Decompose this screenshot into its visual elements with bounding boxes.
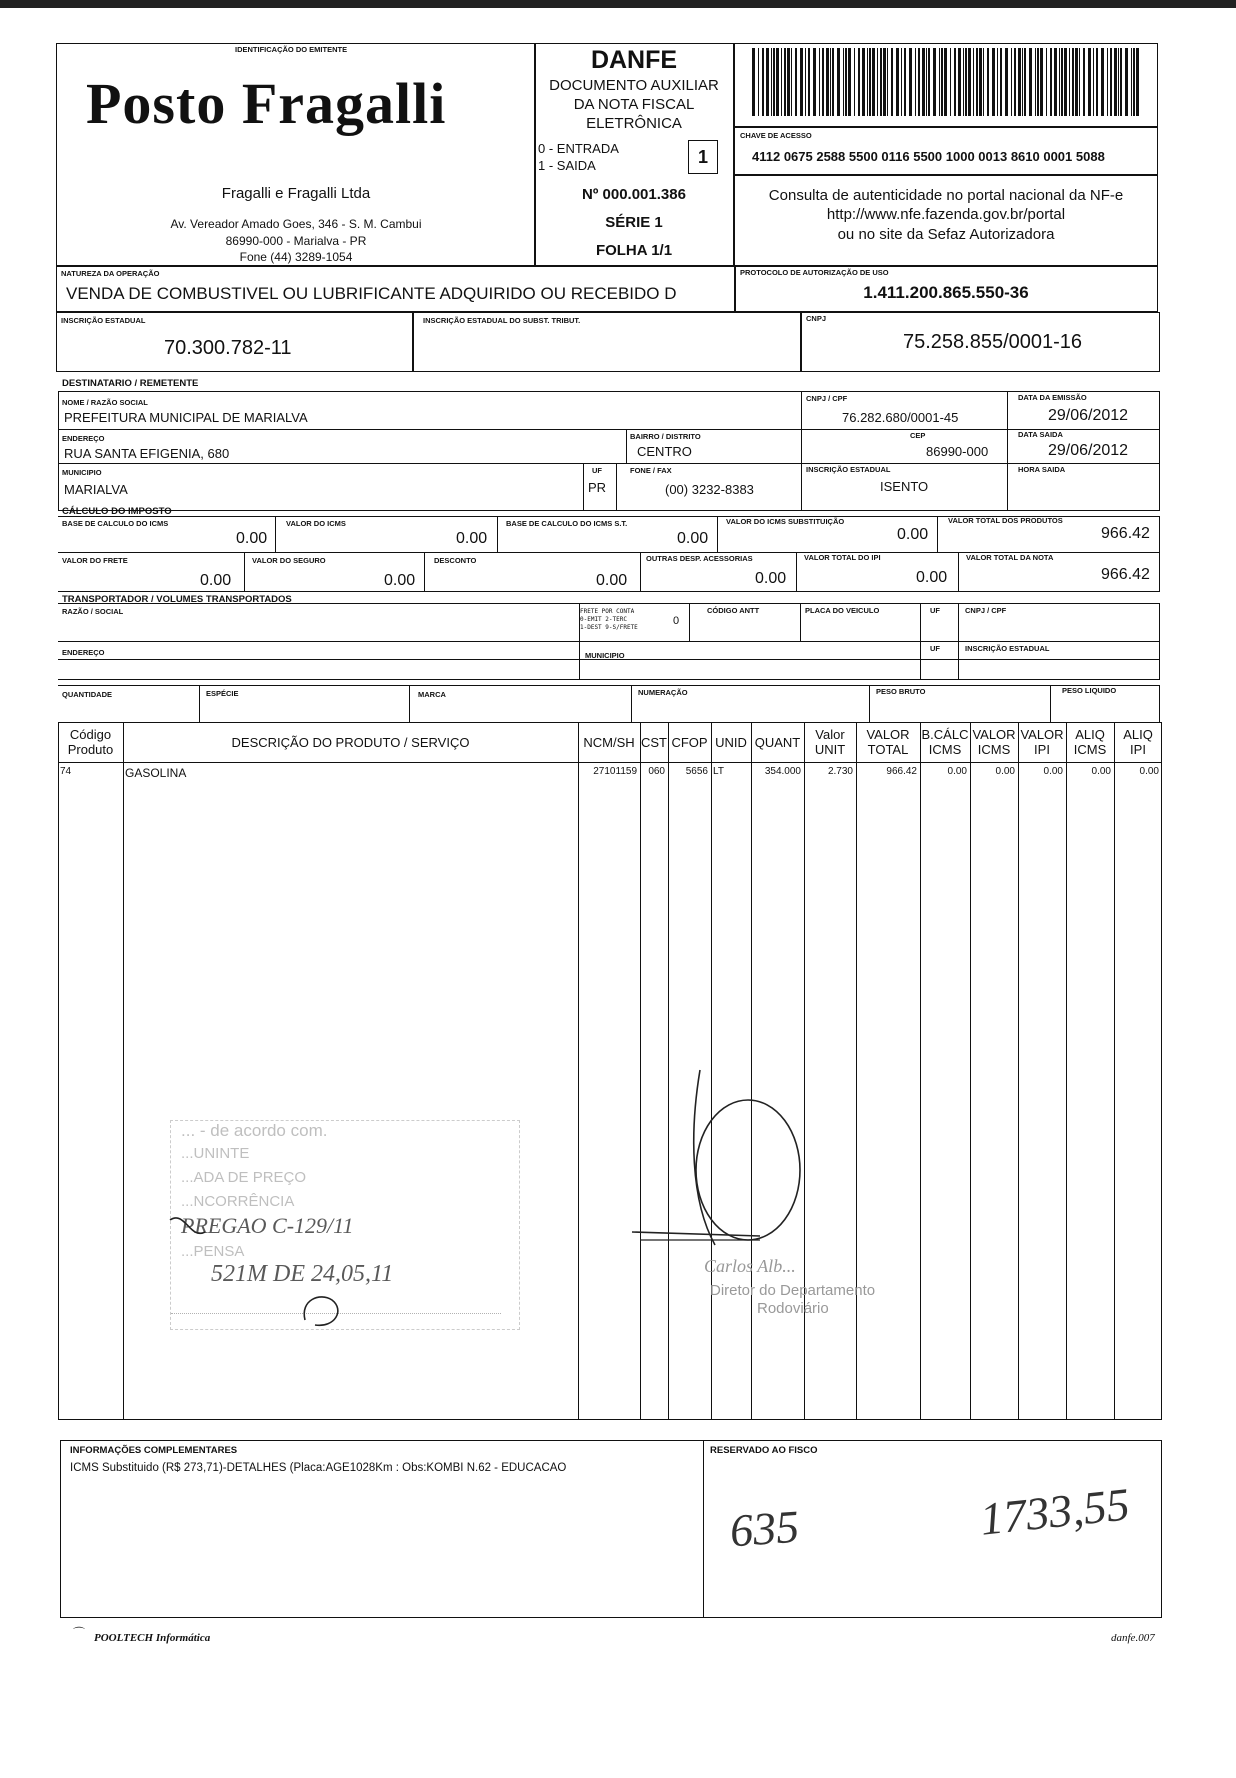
dest-ie-label: INSCRIÇÃO ESTADUAL bbox=[806, 465, 891, 474]
dest-cnpj-label: CNPJ / CPF bbox=[806, 394, 848, 403]
produtos-cell: GASOLINA bbox=[125, 766, 187, 780]
consulta-line3: ou no site da Sefaz Autorizadora bbox=[837, 226, 1055, 243]
dest-fone: (00) 3232-8383 bbox=[665, 482, 754, 497]
tr-municipio-label: MUNICIPIO bbox=[585, 651, 625, 660]
dest-uf: PR bbox=[588, 480, 607, 495]
danfe-numero: Nº 000.001.386 bbox=[582, 186, 686, 203]
tr-frete-line3: 1-DEST 9-S/FRETE bbox=[580, 624, 638, 631]
tr-frete-line2: 0-EMIT 2-TERC bbox=[580, 616, 627, 623]
produtos-header-cell: VALOR ICMS bbox=[972, 727, 1016, 757]
produtos-cell: 74 bbox=[60, 766, 72, 777]
consulta-line2: http://www.nfe.fazenda.gov.br/portal bbox=[826, 206, 1066, 223]
tr-frete-value: 0 bbox=[673, 615, 680, 627]
signature-role1: Diretor do Departamento bbox=[710, 1282, 876, 1299]
dest-hora-label: HORA SAIDA bbox=[1018, 465, 1066, 474]
produtos-header-cell: CFOP bbox=[671, 735, 708, 750]
dest-fone-label: FONE / FAX bbox=[630, 466, 672, 475]
ipi: 0.00 bbox=[916, 569, 948, 586]
stamp-line1: ... - de acordo com. bbox=[181, 1121, 328, 1140]
destinatario-section-label: DESTINATARIO / REMETENTE bbox=[62, 378, 199, 389]
outras: 0.00 bbox=[755, 570, 787, 587]
emitente-phone: Fone (44) 3289-1054 bbox=[239, 250, 353, 264]
frete: 0.00 bbox=[200, 572, 232, 589]
dest-saida: 29/06/2012 bbox=[1048, 442, 1129, 459]
produtos-cell: 0.00 bbox=[947, 766, 967, 777]
produtos-cell: 966.42 bbox=[886, 766, 917, 777]
tr-antt-label: CÓDIGO ANTT bbox=[707, 606, 760, 615]
tr-razao-label: RAZÃO / SOCIAL bbox=[62, 607, 124, 616]
danfe-tipo-box: 1 bbox=[688, 140, 718, 174]
dest-endereco-label: ENDEREÇO bbox=[62, 434, 105, 443]
dest-municipio-label: MUNICIPIO bbox=[62, 468, 102, 477]
tr-endereco-label: ENDEREÇO bbox=[62, 648, 105, 657]
vol-numeracao-label: NUMERAÇÃO bbox=[638, 688, 688, 697]
danfe-subtitle-3: ELETRÔNICA bbox=[586, 115, 682, 132]
dest-nome: PREFEITURA MUNICIPAL DE MARIALVA bbox=[64, 410, 308, 425]
dest-cep: 86990-000 bbox=[926, 444, 989, 459]
danfe-saida: 1 - SAIDA bbox=[538, 158, 596, 173]
produtos-cell: 0.00 bbox=[1091, 766, 1111, 777]
tr-cnpj-label: CNPJ / CPF bbox=[965, 606, 1007, 615]
valor-st-label: VALOR DO ICMS SUBSTITUIÇÃO bbox=[726, 517, 845, 526]
dest-cnpj: 76.282.680/0001-45 bbox=[842, 410, 959, 425]
emitente-section-label: IDENTIFICAÇÃO DO EMITENTE bbox=[235, 45, 348, 54]
produtos-header-cell: CST bbox=[641, 735, 667, 750]
vol-quantidade-label: QUANTIDADE bbox=[62, 690, 112, 699]
produtos-header-cell: Código Produto bbox=[67, 727, 114, 757]
info-divider bbox=[703, 1440, 704, 1618]
desconto: 0.00 bbox=[596, 572, 628, 589]
produtos-header-cell: VALOR IPI bbox=[1020, 727, 1064, 757]
emitente-address: Av. Vereador Amado Goes, 346 - S. M. Cambui bbox=[170, 217, 422, 231]
handwritten-1: 635 bbox=[728, 1500, 801, 1557]
fisco-label: RESERVADO AO FISCO bbox=[710, 1445, 818, 1456]
produtos-cell: 060 bbox=[648, 766, 665, 777]
total-nota: 966.42 bbox=[1101, 566, 1150, 583]
produtos-header-cell: NCM/SH bbox=[583, 735, 635, 750]
footer-icon: ⌒ bbox=[73, 1626, 86, 1640]
seguro-label: VALOR DO SEGURO bbox=[252, 556, 326, 565]
produtos-header-cell: ALIQ IPI bbox=[1123, 727, 1153, 757]
stamp-line5: PREGAO C-129/11 bbox=[181, 1213, 354, 1238]
natureza-value: VENDA DE COMBUSTIVEL OU LUBRIFICANTE ADQUIRIDO OU RECEBIDO D bbox=[66, 284, 677, 303]
tr-uf-label: UF bbox=[930, 606, 940, 615]
total-nota-label: VALOR TOTAL DA NOTA bbox=[966, 553, 1054, 562]
total-prod-label: VALOR TOTAL DOS PRODUTOS bbox=[948, 516, 1063, 525]
produtos-cell: 0.00 bbox=[1139, 766, 1159, 777]
signature-name: Carlos Alb... bbox=[704, 1256, 796, 1276]
consulta-line1: Consulta de autenticidade no portal nacional da NF-e bbox=[768, 187, 1124, 204]
info-label: INFORMAÇÕES COMPLEMENTARES bbox=[70, 1445, 238, 1456]
tr-ie-label: INSCRIÇÃO ESTADUAL bbox=[965, 644, 1050, 653]
danfe-subtitle-2: DA NOTA FISCAL bbox=[573, 96, 695, 113]
dest-bairro: CENTRO bbox=[637, 444, 692, 459]
base-st: 0.00 bbox=[677, 530, 709, 547]
desconto-label: DESCONTO bbox=[434, 556, 477, 565]
dest-saida-label: DATA SAIDA bbox=[1018, 430, 1063, 439]
produtos-cell: 5656 bbox=[685, 766, 708, 777]
produtos-cell: 2.730 bbox=[827, 766, 853, 777]
chave-label: CHAVE DE ACESSO bbox=[740, 131, 812, 140]
stamp-line2: ...UNINTE bbox=[181, 1145, 250, 1162]
produtos-cell: 0.00 bbox=[1043, 766, 1063, 777]
danfe-folha: FOLHA 1/1 bbox=[595, 242, 673, 259]
dest-emissao-label: DATA DA EMISSÃO bbox=[1018, 393, 1087, 402]
valor-icms: 0.00 bbox=[456, 530, 488, 547]
produtos-header-cell: ALIQ ICMS bbox=[1073, 727, 1107, 757]
emitente-name: Fragalli e Fragalli Ltda bbox=[221, 185, 371, 202]
imposto-section-label: CÁLCULO DO IMPOSTO bbox=[62, 506, 172, 517]
iest-label: INSCRIÇÃO ESTADUAL DO SUBST. TRIBUT. bbox=[423, 316, 581, 325]
produtos-cell: 354.000 bbox=[764, 766, 801, 777]
danfe-subtitle-1: DOCUMENTO AUXILIAR bbox=[549, 77, 719, 94]
signature-role2: Rodoviário bbox=[757, 1300, 829, 1317]
cnpj-emit-value: 75.258.855/0001-16 bbox=[903, 331, 1083, 353]
valor-icms-label: VALOR DO ICMS bbox=[286, 519, 346, 528]
vol-especie-label: ESPÉCIE bbox=[206, 689, 239, 698]
chave-value: 4112 0675 2588 5500 0116 5500 1000 0013 8610 0001 5088 bbox=[752, 149, 1105, 164]
produtos-cell: 27101159 bbox=[593, 766, 637, 777]
stamp-line7: 521M DE 24,05,11 bbox=[211, 1261, 394, 1287]
base-st-label: BASE DE CALCULO DO ICMS S.T. bbox=[506, 519, 628, 528]
dest-ie: ISENTO bbox=[880, 479, 929, 494]
produtos-header-cell: B.CÁLC ICMS bbox=[921, 727, 969, 757]
valor-st: 0.00 bbox=[897, 526, 929, 543]
danfe-serie: SÉRIE 1 bbox=[605, 214, 663, 231]
vol-peso-liquido-label: PESO LIQUIDO bbox=[1062, 686, 1117, 695]
ipi-label: VALOR TOTAL DO IPI bbox=[804, 553, 881, 562]
tr-frete-line1: FRETE POR CONTA bbox=[580, 608, 635, 615]
vol-marca-label: MARCA bbox=[418, 690, 446, 699]
dest-endereco: RUA SANTA EFIGENIA, 680 bbox=[64, 446, 230, 461]
ie-label: INSCRIÇÃO ESTADUAL bbox=[61, 316, 146, 325]
info-text: ICMS Substituido (R$ 273,71)-DETALHES (Placa:AGE1028Km : Obs:KOMBI N.62 - EDUCACAO bbox=[70, 1462, 567, 1474]
protocolo-value: 1.411.200.865.550-36 bbox=[863, 283, 1029, 302]
protocolo-label: PROTOCOLO DE AUTORIZAÇÃO DE USO bbox=[740, 268, 889, 277]
footer-right: danfe.007 bbox=[1111, 1632, 1155, 1644]
danfe-entrada: 0 - ENTRADA bbox=[538, 141, 619, 156]
produtos-header-cell: QUANT bbox=[754, 735, 801, 750]
outras-label: OUTRAS DESP. ACESSORIAS bbox=[646, 554, 753, 563]
produtos-cell: 0.00 bbox=[995, 766, 1015, 777]
vol-peso-bruto-label: PESO BRUTO bbox=[876, 687, 926, 696]
natureza-label: NATUREZA DA OPERAÇÃO bbox=[61, 269, 160, 278]
footer-left: POOLTECH Informática bbox=[94, 1632, 211, 1644]
stamp-line4: ...NCORRÊNCIA bbox=[181, 1193, 295, 1210]
ie-value: 70.300.782-11 bbox=[164, 337, 292, 359]
produtos-header-cell: DESCRIÇÃO DO PRODUTO / SERVIÇO bbox=[231, 735, 470, 750]
total-prod: 966.42 bbox=[1101, 525, 1150, 542]
produtos-header-cell: UNID bbox=[715, 735, 747, 750]
emitente-logo: Posto Fragalli bbox=[86, 71, 447, 136]
dest-cep-label: CEP bbox=[910, 431, 926, 440]
base-icms-label: BASE DE CALCULO DO ICMS bbox=[62, 519, 169, 528]
emitente-city: 86990-000 - Marialva - PR bbox=[225, 234, 367, 248]
produtos-header-cell: Valor UNIT bbox=[814, 727, 846, 757]
dest-nome-label: NOME / RAZÃO SOCIAL bbox=[62, 398, 148, 407]
danfe-title: DANFE bbox=[590, 46, 678, 74]
transportador-section-label: TRANSPORTADOR / VOLUMES TRANSPORTADOS bbox=[62, 594, 292, 605]
cnpj-emit-label: CNPJ bbox=[806, 314, 827, 323]
stamp-line6: ...PENSA bbox=[181, 1243, 245, 1260]
tr-uf2-label: UF bbox=[930, 644, 940, 653]
dest-municipio: MARIALVA bbox=[64, 482, 128, 497]
tr-placa-label: PLACA DO VEICULO bbox=[805, 606, 880, 615]
dest-emissao: 29/06/2012 bbox=[1048, 407, 1129, 424]
produtos-header-cell: VALOR TOTAL bbox=[866, 727, 910, 757]
dest-bairro-label: BAIRRO / DISTRITO bbox=[630, 432, 701, 441]
base-icms: 0.00 bbox=[236, 530, 268, 547]
seguro: 0.00 bbox=[384, 572, 416, 589]
handwritten-2: 1733,55 bbox=[977, 1478, 1132, 1545]
produtos-cell: LT bbox=[713, 766, 724, 777]
dest-uf-label: UF bbox=[592, 466, 602, 475]
stamp-line3: ...ADA DE PREÇO bbox=[181, 1169, 307, 1186]
frete-label: VALOR DO FRETE bbox=[62, 556, 128, 565]
